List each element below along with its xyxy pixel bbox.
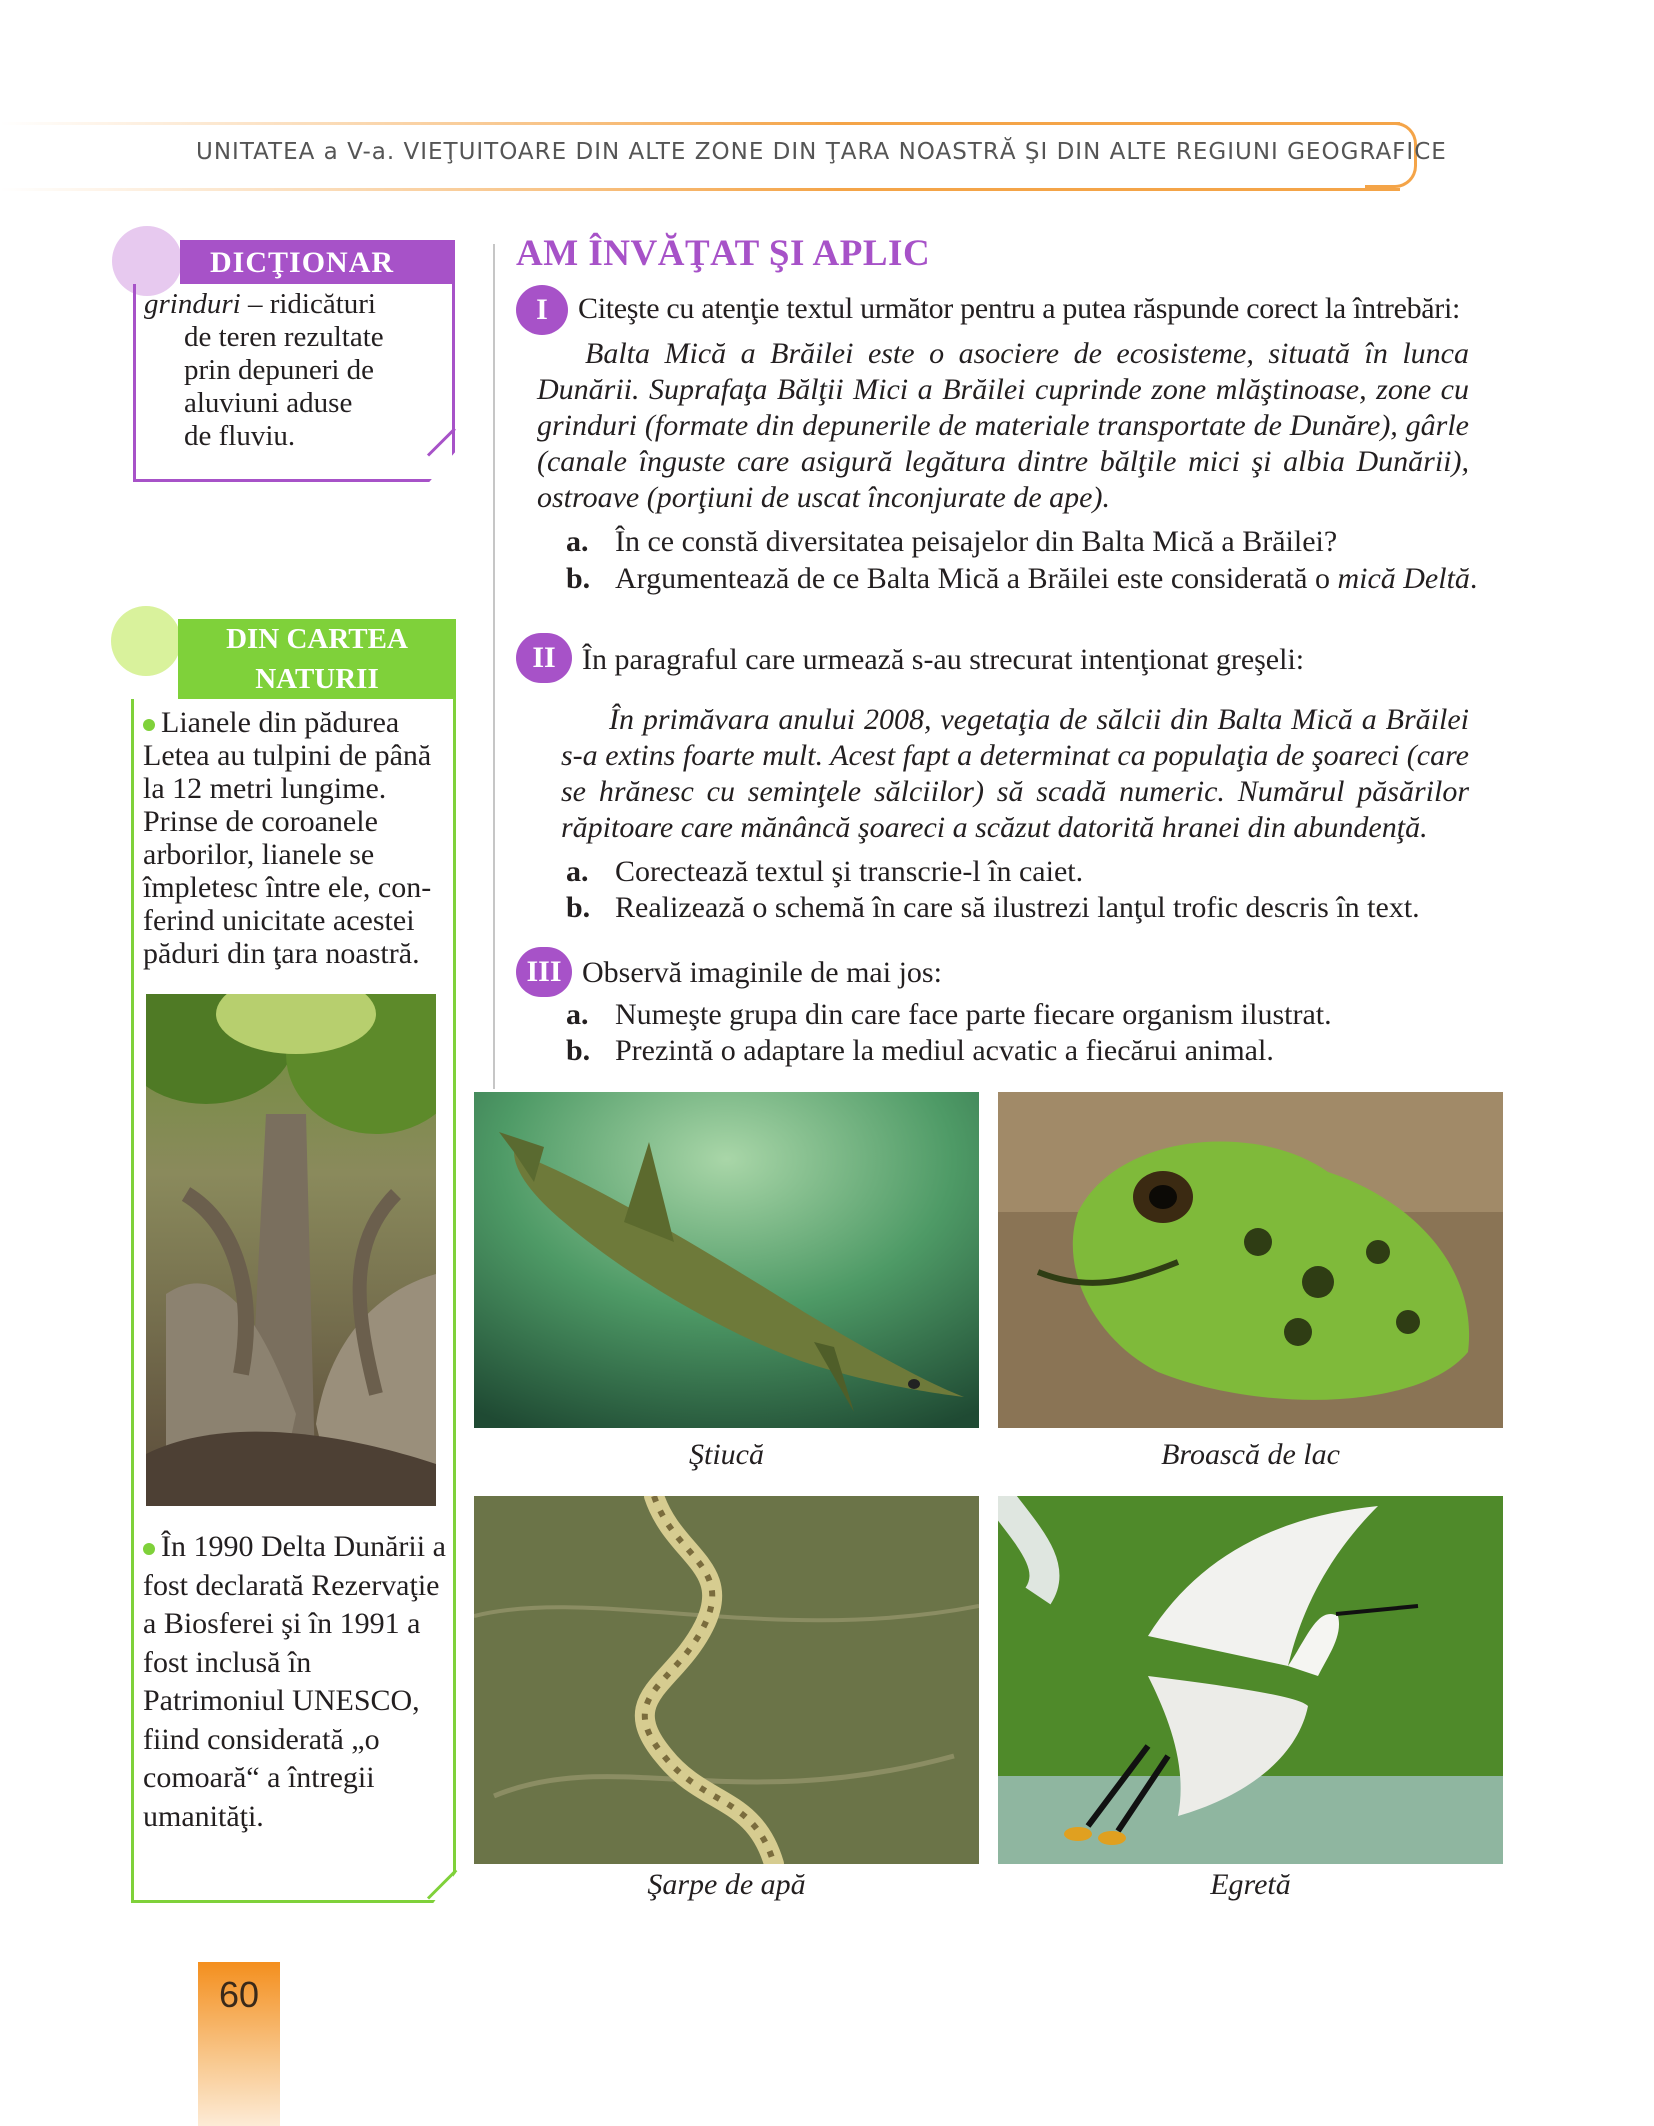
nature-fact-1: Lianele din pădurea Letea au tulpini de până la 12 metri lungime. Prinse de coroanele arborilor, lianele se împletesc între ele, con-ferind unicitate acestei păduri din ţara noastră. xyxy=(143,706,432,970)
caption-pike: Ştiucă xyxy=(689,1438,764,1471)
exercise-1-item-b: b. Argumentează de ce Balta Mică a Brăilei este considerată o mică Deltă. xyxy=(566,562,1478,595)
caption-water-snake: Şarpe de apă xyxy=(647,1868,806,1901)
header-line-top xyxy=(0,122,1400,125)
pike-photo xyxy=(474,1092,979,1428)
bullet-icon xyxy=(143,719,155,731)
exercise-2-item-a: a. Corectează textul şi transcrie-l în caiet. xyxy=(566,855,1084,888)
column-divider xyxy=(493,244,495,1089)
caption-frog: Broască de lac xyxy=(1161,1438,1340,1471)
dictionary-definition: grinduri – ridicături de teren rezultate prin depuneri de aluviuni aduse de fluviu. xyxy=(144,288,384,452)
exercise-2-text: În primăvara anului 2008, vegetaţia de sălcii din Balta Mică a Brăilei s-a extins foarte mult. Acest fapt a determinat ca populaţia de şoareci (care se hrănesc cu seminţele sălciilor) să scadă numeric. Numărul păsărilor răpitoare care mănâncă şoareci a scăzut datorită hranei din abundenţă. xyxy=(561,703,1469,844)
exercise-2-item-b: b. Realizează o schemă în care să ilustrezi lanţul trofic descris în text. xyxy=(566,891,1420,924)
page-number: 60 xyxy=(218,1974,260,2015)
exercise-1-item-a: a. În ce constă diversitatea peisajelor din Balta Mică a Brăilei? xyxy=(566,525,1338,558)
exercise-3-item-b: b. Prezintă o adaptare la mediul acvatic a fiecărui animal. xyxy=(566,1034,1274,1067)
exercise-2-instruction: În paragraful care urmează s-au strecurat intenţionat greşeli: xyxy=(582,643,1305,676)
exercise-3-item-a: a. Numeşte grupa din care face parte fiecare organism ilustrat. xyxy=(566,998,1332,1031)
egret-photo xyxy=(998,1496,1503,1864)
section-title: AM ÎNVĂŢAT ŞI APLIC xyxy=(516,233,931,274)
exercise-3-instruction: Observă imaginile de mai jos: xyxy=(582,956,942,989)
exercise-2-badge: II xyxy=(516,633,572,683)
exercise-1-badge: I xyxy=(516,285,568,335)
dictionary-label: DICŢIONAR xyxy=(180,240,455,284)
exercise-1-instruction: Citeşte cu atenţie textul următor pentru a putea răspunde corect la întrebări: xyxy=(578,292,1461,325)
exercise-3-badge: III xyxy=(516,947,572,997)
letea-forest-photo xyxy=(146,994,436,1506)
frog-photo xyxy=(998,1092,1503,1428)
caption-egret: Egretă xyxy=(1210,1868,1291,1901)
unit-header: UNITATEA a V-a. VIEŢUITOARE DIN ALTE ZONE DIN ŢARA NOASTRĂ ŞI DIN ALTE REGIUNI GEOGRAFICE xyxy=(196,139,1447,165)
nature-circle-decoration xyxy=(111,606,181,676)
page-number-tab xyxy=(198,1962,280,2126)
exercise-1-text: Balta Mică a Brăilei este o asociere de ecosisteme, situată în lunca Dunării. Suprafaţa Bălţii Mici a Brăilei cuprinde zone mlăştinoase, zone cu grinduri (formate din depunerile de materiale transportate de Dunăre), gârle (canale înguste care asigură legătura dintre bălţile mici şi albia Dunării), ostroave (porţiuni de uscat înconjurate de ape). xyxy=(537,337,1469,514)
water-snake-photo xyxy=(474,1496,979,1864)
nature-label: DIN CARTEA NATURII xyxy=(178,619,456,699)
bullet-icon xyxy=(143,1543,155,1555)
nature-fact-2: În 1990 Delta Dunării a fost declarată Rezervaţie a Biosferei şi în 1991 a fost inclusă în Patrimoniul UNESCO, fiind considerată „o comoară“ a întregii umanităţi. xyxy=(143,1530,446,1833)
dictionary-term: grinduri xyxy=(144,288,241,320)
header-line-bottom xyxy=(0,188,1400,191)
